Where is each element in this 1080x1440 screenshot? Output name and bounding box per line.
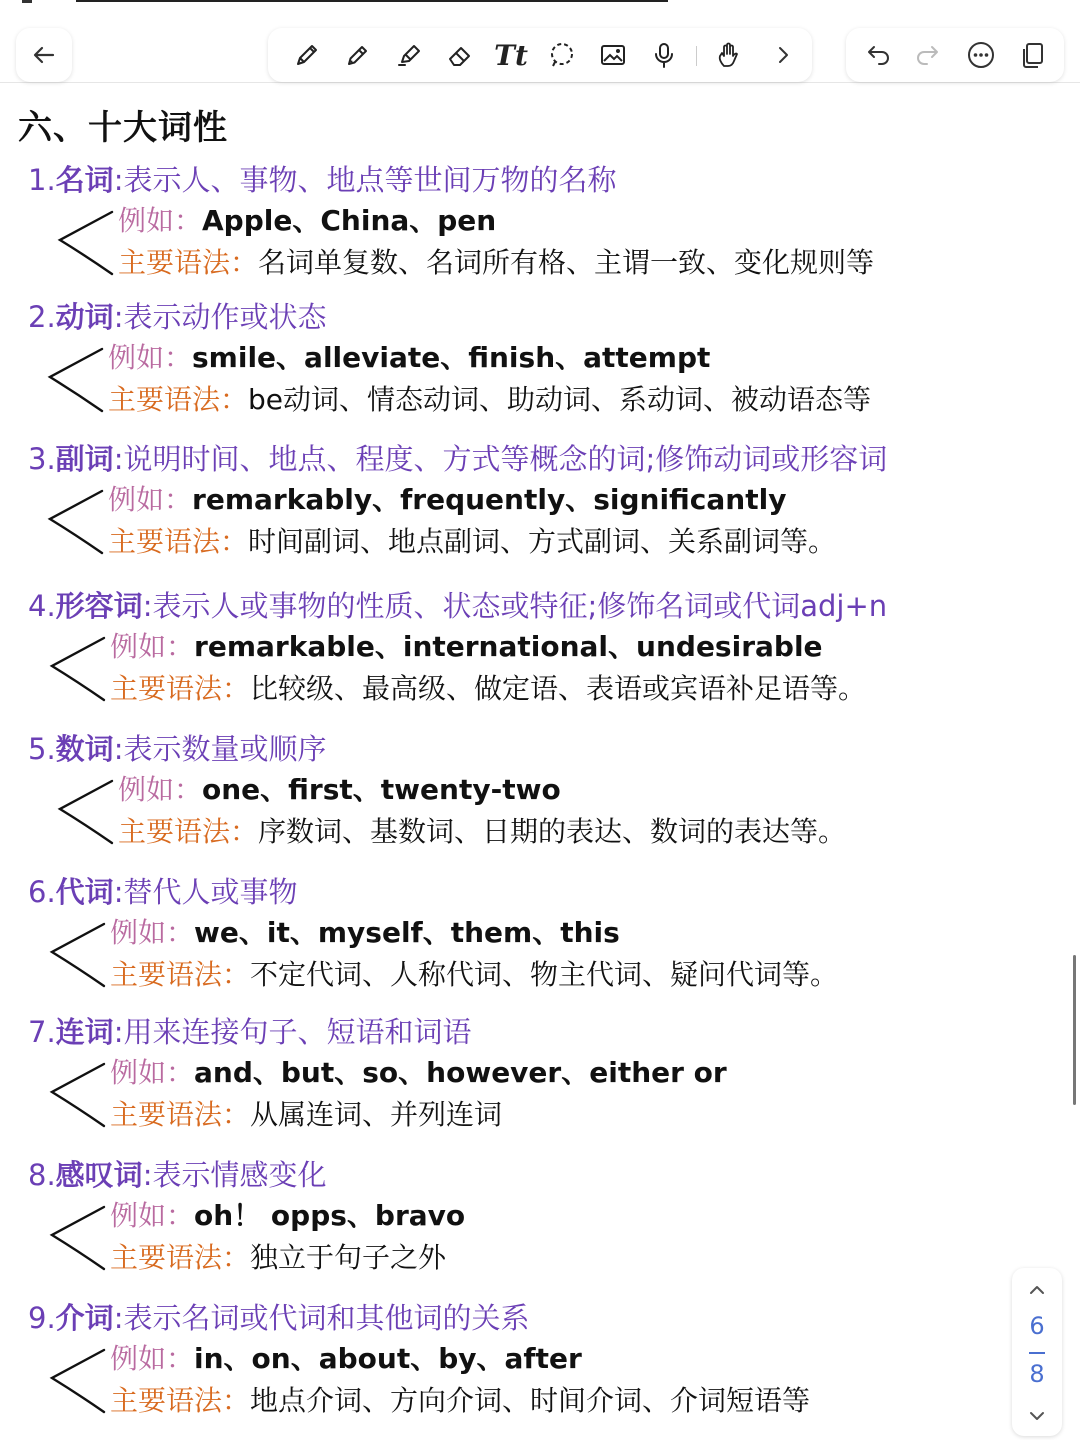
- example-words: oh！ opps、bravo: [194, 1199, 466, 1232]
- audio-record-button[interactable]: [645, 36, 683, 74]
- word-class-term: 连词: [55, 1015, 114, 1049]
- chevron-down-icon[interactable]: [1025, 1404, 1049, 1428]
- bracket-mark: [48, 1346, 108, 1416]
- word-class-term: 形容词: [55, 589, 143, 623]
- bracket-mark: [48, 634, 108, 704]
- scrollbar[interactable]: [1073, 955, 1076, 1105]
- image-icon: [598, 40, 628, 70]
- bracket-mark: [56, 777, 116, 847]
- word-class-description: :表示数量或顺序: [113, 732, 327, 766]
- word-class-title: [28, 727, 326, 768]
- grammar-line: [110, 667, 866, 707]
- word-class-description: :用来连接句子、短语和词语: [113, 1015, 472, 1049]
- grammar-label: 主要语法：: [110, 672, 251, 705]
- section-heading: 六、十大词性: [18, 108, 228, 148]
- item-number: 3.: [28, 442, 56, 476]
- tool-palette: [268, 28, 812, 82]
- more-icon: [966, 40, 996, 70]
- example-words: one、first、twenty-two: [202, 773, 561, 806]
- pen-tool-button[interactable]: [288, 36, 326, 74]
- word-class-title: [28, 870, 297, 911]
- word-class-description: :表示情感变化: [142, 1158, 327, 1192]
- example-line: [108, 336, 710, 376]
- example-label: 例如：: [108, 483, 193, 516]
- word-class-term: 介词: [55, 1301, 114, 1335]
- example-words: and、but、so、however、either or: [194, 1056, 727, 1089]
- example-words: we、it、myself、them、this: [194, 916, 620, 949]
- grammar-label: 主要语法：: [110, 958, 251, 991]
- grammar-line: [108, 520, 836, 560]
- eraser-tool-button[interactable]: [441, 36, 479, 74]
- chevron-up-icon[interactable]: [1025, 1278, 1049, 1302]
- example-words: Apple、China、pen: [202, 204, 497, 237]
- word-class-description: :表示人、事物、地点等世间万物的名称: [113, 163, 617, 197]
- more-button[interactable]: [962, 36, 1000, 74]
- current-page: 6: [1029, 1312, 1045, 1340]
- word-class-description: :表示人或事物的性质、状态或特征;修饰名词或代词adj+n: [142, 589, 888, 623]
- pen-icon: [292, 40, 322, 70]
- grammar-line: [118, 810, 846, 850]
- microphone-icon: [649, 40, 679, 70]
- example-line: [110, 1051, 727, 1091]
- bracket-mark: [46, 487, 106, 557]
- back-button[interactable]: [16, 28, 72, 82]
- word-class-description: :说明时间、地点、程度、方式等概念的词;修饰动词或形容词: [113, 442, 888, 476]
- word-class-description: :替代人或事物: [113, 875, 298, 909]
- grammar-line: [118, 241, 874, 281]
- bracket-mark: [48, 920, 108, 990]
- page-actions: [846, 28, 1064, 82]
- grammar-points: 地点介词、方向介词、时间介词、介词短语等: [250, 1384, 811, 1417]
- undo-button[interactable]: [858, 36, 896, 74]
- grammar-line: [110, 953, 838, 993]
- example-line: [118, 199, 496, 239]
- example-words: in、on、about、by、after: [194, 1342, 582, 1375]
- word-class-description: :表示名词或代词和其他词的关系: [113, 1301, 530, 1335]
- bracket-mark: [56, 208, 116, 278]
- grammar-label: 主要语法：: [108, 525, 249, 558]
- example-line: [110, 1337, 582, 1377]
- example-line: [118, 768, 561, 808]
- toolbar-divider: [696, 46, 697, 66]
- grammar-points: 名词单复数、名词所有格、主谓一致、变化规则等: [258, 246, 875, 279]
- example-words: remarkable、international、undesirable: [194, 630, 823, 663]
- grammar-points: 从属连词、并列连词: [250, 1098, 503, 1131]
- grammar-label: 主要语法：: [110, 1241, 251, 1274]
- word-class-term: 代词: [55, 875, 114, 909]
- example-words: remarkably、frequently、significantly: [192, 483, 787, 516]
- word-class-title: [28, 1010, 471, 1051]
- grammar-line: [110, 1379, 810, 1419]
- arrow-left-icon: [25, 36, 63, 74]
- toolbar: [0, 12, 1080, 83]
- example-words: smile、alleviate、finish、attempt: [192, 341, 711, 374]
- example-label: 例如：: [110, 1342, 195, 1375]
- grammar-label: 主要语法：: [118, 246, 259, 279]
- item-number: 4.: [28, 589, 56, 623]
- grammar-label: 主要语法：: [110, 1098, 251, 1131]
- example-label: 例如：: [110, 630, 195, 663]
- lasso-icon: [547, 40, 577, 70]
- grammar-line: [108, 378, 871, 418]
- word-class-term: 数词: [55, 732, 114, 766]
- grammar-line: [110, 1236, 446, 1276]
- grammar-points: 时间副词、地点副词、方式副词、关系副词等。: [248, 525, 837, 558]
- word-class-title: [28, 1296, 529, 1337]
- example-label: 例如：: [118, 204, 203, 237]
- item-number: 2.: [28, 300, 56, 334]
- item-number: 5.: [28, 732, 56, 766]
- word-class-title: [28, 158, 616, 199]
- item-number: 1.: [28, 163, 56, 197]
- gesture-button[interactable]: [710, 36, 748, 74]
- word-class-title: [28, 295, 326, 336]
- chevron-right-icon: [768, 40, 798, 70]
- pages-icon: [1018, 40, 1048, 70]
- grammar-points: 不定代词、人称代词、物主代词、疑问代词等。: [250, 958, 839, 991]
- item-number: 9.: [28, 1301, 56, 1335]
- page-navigator: [1012, 1268, 1062, 1436]
- example-label: 例如：: [110, 1199, 195, 1232]
- highlighter-tool-button[interactable]: [390, 36, 428, 74]
- text-tool-icon: Tt: [494, 38, 528, 72]
- top-strip: [0, 0, 1080, 12]
- gesture-hand-icon: [714, 40, 744, 70]
- more-tools-button[interactable]: [764, 36, 802, 74]
- grammar-label: 主要语法：: [110, 1384, 251, 1417]
- grammar-line: [110, 1093, 502, 1133]
- item-number: 8.: [28, 1158, 56, 1192]
- word-class-term: 副词: [55, 442, 114, 476]
- example-label: 例如：: [108, 341, 193, 374]
- underline-fragment: [76, 0, 668, 2]
- example-line: [108, 478, 786, 518]
- example-line: [110, 911, 620, 951]
- example-line: [110, 1194, 465, 1234]
- grammar-points: be动词、情态动词、助动词、系动词、被动语态等: [248, 383, 872, 416]
- undo-icon: [862, 40, 892, 70]
- image-tool-button[interactable]: [594, 36, 632, 74]
- total-pages: 8: [1029, 1360, 1045, 1388]
- example-label: 例如：: [118, 773, 203, 806]
- word-class-title: [28, 584, 887, 625]
- highlighter-icon: [394, 40, 424, 70]
- redo-icon: [914, 40, 944, 70]
- pencil-tool-button[interactable]: [339, 36, 377, 74]
- text-tool-button[interactable]: [492, 36, 530, 74]
- page-separator: [1029, 1352, 1045, 1354]
- pencil-icon: [343, 40, 373, 70]
- grammar-points: 独立于句子之外: [250, 1241, 447, 1274]
- ink-fragment: [22, 0, 32, 3]
- bracket-mark: [48, 1060, 108, 1130]
- grammar-label: 主要语法：: [108, 383, 249, 416]
- pages-button[interactable]: [1014, 36, 1052, 74]
- word-class-term: 动词: [55, 300, 114, 334]
- bracket-mark: [48, 1203, 108, 1273]
- word-class-term: 感叹词: [55, 1158, 143, 1192]
- grammar-points: 序数词、基数词、日期的表达、数词的表达等。: [258, 815, 847, 848]
- redo-button[interactable]: [910, 36, 948, 74]
- word-class-title: [28, 437, 887, 478]
- example-line: [110, 625, 823, 665]
- bracket-mark: [46, 345, 106, 415]
- example-label: 例如：: [110, 1056, 195, 1089]
- item-number: 7.: [28, 1015, 56, 1049]
- eraser-icon: [445, 40, 475, 70]
- word-class-description: :表示动作或状态: [113, 300, 327, 334]
- grammar-points: 比较级、最高级、做定语、表语或宾语补足语等。: [250, 672, 867, 705]
- item-number: 6.: [28, 875, 56, 909]
- grammar-label: 主要语法：: [118, 815, 259, 848]
- example-label: 例如：: [110, 916, 195, 949]
- lasso-tool-button[interactable]: [543, 36, 581, 74]
- word-class-title: [28, 1153, 326, 1194]
- word-class-term: 名词: [55, 163, 114, 197]
